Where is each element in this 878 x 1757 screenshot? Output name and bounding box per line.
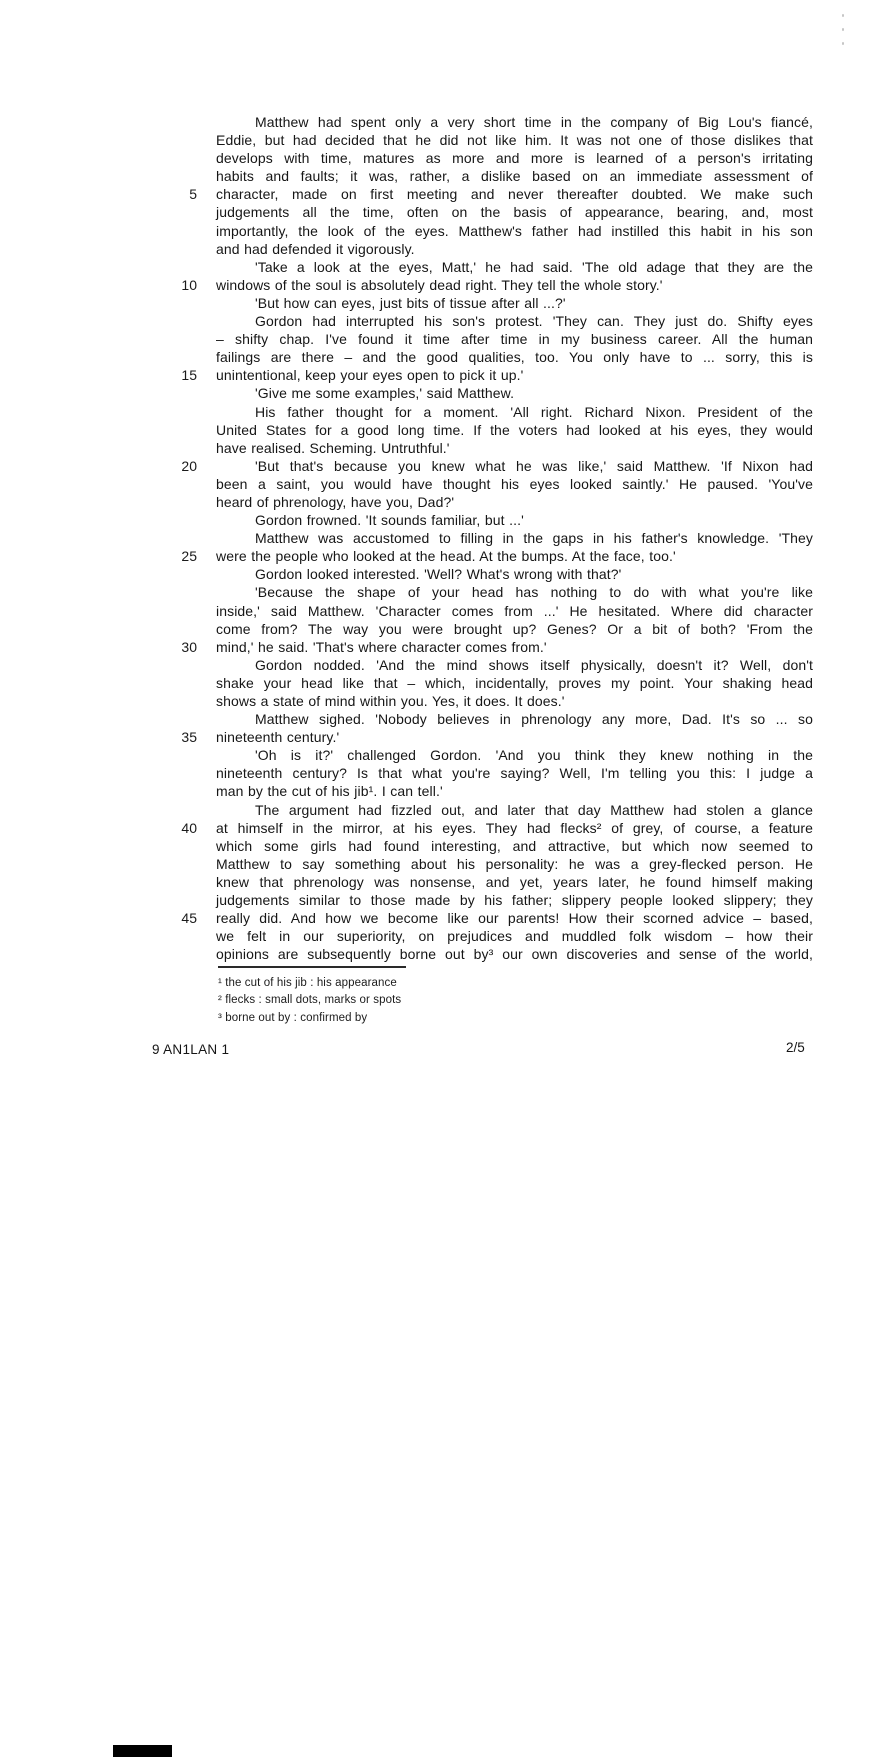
line-number: [150, 403, 197, 421]
line-number: [150, 203, 197, 221]
passage-line: [150, 240, 813, 258]
line-number: [150, 764, 197, 782]
line-number: 30: [181, 638, 197, 655]
passage-line: [150, 837, 813, 855]
passage-line: [150, 366, 813, 384]
line-number: [150, 620, 197, 638]
footnote: ² flecks : small dots, marks or spots: [218, 994, 402, 1007]
footnote-separator: [218, 966, 406, 968]
passage-line: [150, 222, 813, 240]
line-number: [150, 746, 197, 764]
passage-line: [150, 203, 813, 221]
passage-line-text: 'But how can eyes, just bits of tissue after all ...?': [255, 294, 566, 311]
passage-line-text: 'Because the shape of your head has nothing to do with what you're like: [255, 584, 813, 601]
line-number: [150, 674, 197, 692]
passage-line-text: character, made on first meeting and never thereafter doubted. We make such: [216, 186, 813, 203]
passage-line: [150, 728, 813, 746]
line-number: [150, 692, 197, 710]
line-number: [150, 493, 197, 511]
passage-line-text: at himself in the mirror, at his eyes. They had flecks² of grey, of course, a feature: [216, 819, 813, 836]
passage-line: [150, 384, 813, 402]
line-number: [150, 421, 197, 439]
passage-line: [150, 475, 813, 493]
passage-line: [150, 294, 813, 312]
line-number: [150, 529, 197, 547]
passage-line: [150, 511, 813, 529]
passage-line-text: 'Take a look at the eyes, Matt,' he had said. 'The old adage that they are the: [255, 258, 813, 275]
passage-line-text: shake your head like that – which, incidentally, proves my point. Your shaking head: [216, 674, 813, 691]
passage-line: [150, 620, 813, 638]
passage-line: [150, 185, 813, 203]
passage-line-text: 'But that's because you knew what he was like,' said Matthew. 'If Nixon had: [255, 457, 813, 474]
line-number: [150, 312, 197, 330]
footnote-list: [218, 975, 638, 1027]
passage-line: [150, 493, 813, 511]
passage-line-text: really did. And how we become like our parents! How their scorned advice – based,: [216, 910, 813, 927]
line-number: [150, 837, 197, 855]
passage-line-text: failings are there – and the good qualities, too. You only have to ... sorry, this is: [216, 349, 813, 366]
line-number: [150, 294, 197, 312]
passage-line-text: importantly, the look of the eyes. Matthew's father had instilled this habit in his son: [216, 222, 813, 239]
passage-line-text: nineteenth century.': [216, 729, 340, 746]
passage-line: [150, 312, 813, 330]
passage-line-text: windows of the soul is absolutely dead right. They tell the whole story.': [216, 276, 663, 293]
passage-line: [150, 692, 813, 710]
passage-line-text: and had defended it vigorously.: [216, 240, 415, 257]
footnote: ¹ the cut of his jib : his appearance: [218, 977, 397, 989]
line-number: [150, 113, 197, 131]
line-number: [150, 439, 197, 457]
line-number: [150, 384, 197, 402]
passage-line: [150, 801, 813, 819]
passage-line-text: inside,' said Matthew. 'Character comes from ...' He hesitated. Where did character: [216, 602, 813, 619]
passage-line-text: habits and faults; it was, rather, a dislike based on an immediate assessment of: [216, 168, 813, 185]
passage-line: [150, 927, 813, 945]
line-number: [150, 873, 197, 891]
scan-speck-marks: [842, 14, 844, 45]
scan-artifact-bar: [113, 1745, 172, 1757]
line-number: [150, 656, 197, 674]
line-number: [150, 258, 197, 276]
passage-line: [150, 421, 813, 439]
passage-line: [150, 873, 813, 891]
line-number: [150, 330, 197, 348]
passage-line: [150, 547, 813, 565]
passage-line: [150, 909, 813, 927]
line-number: 35: [181, 729, 197, 746]
passage-line-text: shows a state of mind within you. Yes, it does. It does.': [216, 693, 565, 709]
passage-line-text: been a saint, you would have thought his eyes looked saintly.' He paused. 'You've: [216, 475, 813, 492]
passage-line: [150, 330, 813, 348]
passage-line-text: knew that phrenology was nonsense, and yet, years later, he found himself making: [216, 873, 813, 890]
passage-line: [150, 638, 813, 656]
passage-line-text: Matthew to say something about his personality: he was a grey-flecked person. He: [216, 855, 813, 872]
passage-line: [150, 258, 813, 276]
page-number: 2/5: [786, 1040, 805, 1055]
line-number: 45: [181, 910, 197, 927]
line-number: 10: [181, 276, 197, 293]
passage-line: [150, 348, 813, 366]
line-number: [150, 348, 197, 366]
line-number: [150, 475, 197, 493]
passage-line-text: 'Oh is it?' challenged Gordon. 'And you think they knew nothing in the: [255, 747, 813, 764]
passage-line: [150, 891, 813, 909]
line-number: [150, 945, 197, 963]
passage-line-text: have realised. Scheming. Untruthful.': [216, 439, 450, 456]
passage-line-text: we felt in our superiority, on prejudices and muddled folk wisdom – how their: [216, 928, 813, 945]
line-number: [150, 801, 197, 819]
passage-line-text: mind,' he said. 'That's where character comes from.': [216, 638, 547, 655]
passage-line: [150, 746, 813, 764]
line-number: [150, 565, 197, 583]
passage-line: [150, 819, 813, 837]
passage-line: [150, 656, 813, 674]
passage-line: [150, 403, 813, 421]
passage-line-text: Gordon frowned. 'It sounds familiar, but ...': [255, 512, 524, 529]
passage-line-text: come from? The way you were brought up? Genes? Or a bit of both? 'From the: [216, 620, 813, 637]
line-number: [150, 240, 197, 258]
passage-line-text: United States for a good long time. If the voters had looked at his eyes, they would: [216, 421, 813, 438]
passage-line: [150, 674, 813, 692]
line-number: [150, 511, 197, 529]
line-number: [150, 167, 197, 185]
line-number: [150, 222, 197, 240]
passage-line-text: 'Give me some examples,' said Matthew.: [255, 385, 515, 402]
passage-line: [150, 131, 813, 149]
passage-line-text: opinions are subsequently borne out by³ our own discoveries and sense of the world,: [216, 946, 813, 963]
passage-line: [150, 855, 813, 873]
line-number: [150, 891, 197, 909]
passage-line-text: heard of phrenology, have you, Dad?': [216, 493, 455, 510]
passage-line-text: Matthew sighed. 'Nobody believes in phrenology any more, Dad. It's so ... so: [255, 711, 813, 728]
passage-line: [150, 149, 813, 167]
paper-code: 9 AN1LAN 1: [152, 1042, 230, 1057]
passage-line-text: Gordon had interrupted his son's protest. 'They can. They just do. Shifty eyes: [255, 313, 813, 330]
passage-line-text: Gordon looked interested. 'Well? What's wrong with that?': [255, 566, 622, 583]
passage-line: [150, 113, 813, 131]
line-number: [150, 149, 197, 167]
line-number: 20: [181, 457, 197, 474]
line-number: 40: [181, 819, 197, 836]
line-number: 5: [189, 186, 197, 203]
footnotes-block: [218, 966, 638, 1027]
line-number: 15: [181, 367, 197, 384]
passage-line: [150, 276, 813, 294]
passage-line-text: man by the cut of his jib¹. I can tell.': [216, 783, 443, 800]
passage-line-text: develops with time, matures as more and more is learned of a person's irritating: [216, 150, 813, 167]
passage-line: [150, 583, 813, 601]
passage-line: [150, 457, 813, 475]
passage-line-text: The argument had fizzled out, and later that day Matthew had stolen a glance: [255, 801, 813, 818]
passage-line: [150, 529, 813, 547]
passage-line: [150, 439, 813, 457]
passage-line: [150, 710, 813, 728]
passage: [150, 113, 813, 963]
passage-line-text: unintentional, keep your eyes open to pick it up.': [216, 367, 524, 384]
passage-line-text: – shifty chap. I've found it time after time in my business career. All the human: [216, 331, 813, 348]
passage-line: [150, 782, 813, 800]
line-number: [150, 927, 197, 945]
passage-line-text: were the people who looked at the head. At the bumps. At the face, too.': [216, 548, 676, 565]
line-number: [150, 131, 197, 149]
line-number: [150, 583, 197, 601]
passage-line-text: His father thought for a moment. 'All right. Richard Nixon. President of the: [255, 403, 813, 420]
footnote: ³ borne out by : confirmed by: [218, 1011, 368, 1024]
passage-line-text: Eddie, but had decided that he did not like him. It was not one of those dislikes that: [216, 132, 813, 149]
passage-line: [150, 602, 813, 620]
passage-line-text: judgements all the time, often on the basis of appearance, bearing, and, most: [216, 204, 813, 221]
line-number: [150, 602, 197, 620]
passage-line-text: which some girls had found interesting, and attractive, but which now seemed to: [216, 837, 813, 854]
passage-line: [150, 945, 813, 963]
passage-line-text: Matthew had spent only a very short time in the company of Big Lou's fiancé,: [255, 114, 813, 130]
passage-line: [150, 167, 813, 185]
passage-line-text: Matthew was accustomed to filling in the gaps in his father's knowledge. 'They: [255, 530, 813, 547]
passage-line: [150, 764, 813, 782]
line-number: [150, 782, 197, 800]
line-number: 25: [181, 548, 197, 565]
passage-line: [150, 565, 813, 583]
passage-line-text: nineteenth century? Is that what you're saying? Well, I'm telling you this: I judge a: [216, 765, 813, 782]
line-number: [150, 710, 197, 728]
line-number: [150, 855, 197, 873]
passage-line-text: judgements similar to those made by his father; slippery people looked slippery; they: [216, 892, 813, 909]
passage-line-text: Gordon nodded. 'And the mind shows itself physically, doesn't it? Well, don't: [255, 656, 813, 673]
